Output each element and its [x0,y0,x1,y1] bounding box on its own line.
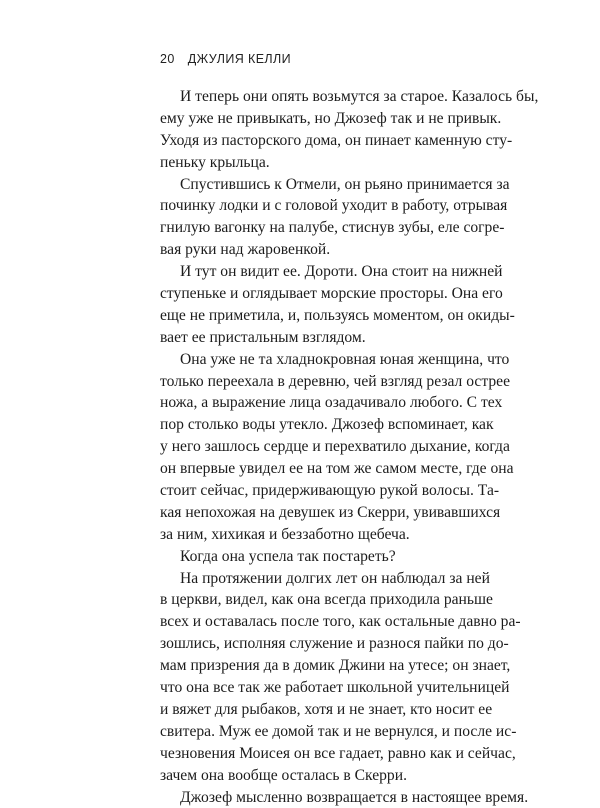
text-line: Она уже не та хладнокровная юная женщина, что [160,349,456,371]
text-line: мам призрения да в домик Джини на утесе; он знает, [160,655,456,677]
paragraph [160,568,456,787]
text-line: ему уже не привыкать, но Джозеф так и не привык. [160,108,456,130]
text-line: зачем она вообще осталась в Скерри. [160,765,456,787]
text-line: Уходя из пасторского дома, он пинает каменную сту- [160,130,456,152]
text-line: в церкви, видел, как она всегда приходила раньше [160,589,456,611]
text-line: Спустившись к Отмели, он рьяно принимается за [160,174,456,196]
text-line: стоит сейчас, придерживающую рукой волосы. Та- [160,480,456,502]
running-head [160,52,291,66]
text-line: Когда она успела так постареть? [160,546,456,568]
text-line: Джозеф мысленно возвращается в настоящее время. [160,787,456,808]
text-line: вая руки над жаровенкой. [160,239,456,261]
text-line: только переехала в деревню, чей взгляд резал острее [160,371,456,393]
text-line: он впервые увидел ее на том же самом месте, где она [160,458,456,480]
text-line: пор столько воды утекло. Джозеф вспоминает, как [160,414,456,436]
text-line: На протяжении долгих лет он наблюдал за ней [160,568,456,590]
text-line: И теперь они опять возьмутся за старое. Казалось бы, [160,86,456,108]
paragraph [160,349,456,546]
text-line: свитера. Муж ее домой так и не вернулся, и после ис- [160,721,456,743]
running-head-author: ДЖУЛИЯ КЕЛЛИ [188,52,291,66]
body-text [160,86,456,808]
text-line: вает ее пристальным взглядом. [160,327,456,349]
paragraph [160,787,456,808]
text-line: ножа, а выражение лица озадачивало любого. С тех [160,392,456,414]
paragraph [160,86,456,174]
text-line: что она все так же работает школьной учительницей [160,677,456,699]
text-line: И тут он видит ее. Дороти. Она стоит на нижней [160,261,456,283]
text-line: пеньку крыльца. [160,152,456,174]
text-line: гнилую вагонку на палубе, стиснув зубы, еле согре- [160,217,456,239]
paragraph [160,261,456,349]
text-line: кая непохожая на девушек из Скерри, увивавшихся [160,502,456,524]
text-line: всех и оставалась после того, как остальные давно ра- [160,611,456,633]
text-line: чезновения Моисея он все гадает, равно как и сейчас, [160,743,456,765]
page-number: 20 [160,52,175,66]
paragraph [160,546,456,568]
text-line: ступеньке и оглядывает морские просторы. Она его [160,283,456,305]
text-line: за ним, хихикая и беззаботно щебеча. [160,524,456,546]
text-line: у него зашлось сердце и перехватило дыхание, когда [160,436,456,458]
text-line: и вяжет для рыбаков, хотя и не знает, кто носит ее [160,699,456,721]
text-line: починку лодки и с головой уходит в работу, отрывая [160,195,456,217]
text-line: зошлись, исполняя служение и разнося пайки по до- [160,633,456,655]
text-line: еще не приметила, и, пользуясь моментом, он окиды- [160,305,456,327]
paragraph [160,174,456,262]
